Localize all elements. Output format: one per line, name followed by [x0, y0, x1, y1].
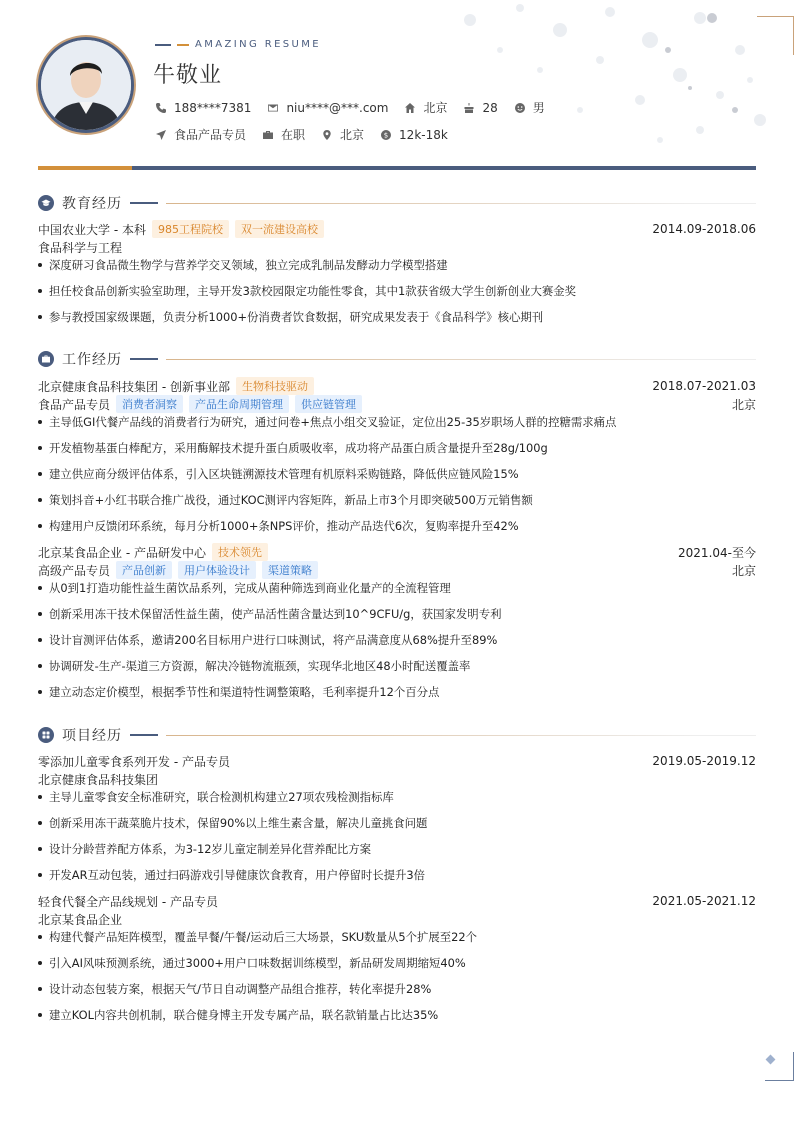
bullet-item: 主导低GI代餐产品线的消费者行为研究，通过问卷+焦点小组交叉验证，定位出25-35岁职场人群的控糖需求痛点: [38, 413, 756, 439]
salary-text: 12k-18k: [399, 127, 448, 142]
education-bullets: [38, 256, 756, 334]
project-company: 北京健康食品科技集团: [38, 772, 159, 787]
school-tag: 双一流建设高校: [235, 220, 324, 238]
status-text: 在职: [281, 128, 306, 142]
city-text: 北京: [423, 101, 448, 115]
work-location: 北京: [731, 397, 756, 412]
project-company: 北京某食品企业: [38, 912, 123, 927]
bullet-item: 参与教授国家级课题，负责分析1000+份消费者饮食数据，研究成果发表于《食品科学》核心期刊: [38, 308, 756, 334]
age-info: [463, 101, 497, 115]
section-education: [38, 193, 756, 213]
cake-icon: [463, 102, 475, 114]
age-text: 28: [482, 100, 498, 115]
phone-info: [155, 101, 251, 115]
tagline: [155, 39, 321, 50]
target-city-info: [321, 126, 364, 143]
profile-photo: [41, 40, 131, 130]
graduation-cap-icon: [38, 195, 54, 211]
job-role: 高级产品专员: [38, 563, 111, 578]
grid-icon: [38, 727, 54, 743]
send-icon: [155, 129, 167, 141]
bullet-item: 创新采用冻干蔬菜脆片技术，保留90%以上维生素含量，解决儿童挑食问题: [38, 814, 756, 840]
bullet-item: 建立供应商分级评估体系，引入区块链溯源技术管理有机原料采购链路，降低供应链风险15%: [38, 465, 756, 491]
briefcase-icon: [38, 351, 54, 367]
project-title: 轻食代餐全产品线规划 - 产品专员: [38, 894, 218, 909]
project-entry: [38, 752, 756, 892]
company-title: 北京健康食品科技集团 - 创新事业部: [38, 379, 230, 394]
bullet-item: 引入AI风味预测系统，通过3000+用户口味数据训练模型，新品研发周期缩短40%: [38, 954, 756, 980]
bullet-item: 创新采用冻干技术保留活性益生菌，使产品活性菌含量达到10^9CFU/g，获国家发明专利: [38, 605, 756, 631]
school-title: 中国农业大学 - 本科: [38, 222, 146, 237]
section-work: [38, 349, 756, 369]
gender-text: 男: [532, 101, 545, 115]
work-entry: [38, 543, 756, 709]
location-pin-icon: [321, 129, 333, 141]
work-bullets: [38, 579, 756, 709]
email-info: [267, 101, 388, 115]
bullet-item: 设计盲测评估体系，邀请200名目标用户进行口味测试，将产品满意度从68%提升至89%: [38, 631, 756, 657]
bullet-item: 建立动态定价模型，根据季节性和渠道特性调整策略，毛利率提升12个百分点: [38, 683, 756, 709]
corner-decoration-top: [757, 16, 794, 55]
candidate-name: 牛敬业: [153, 63, 223, 88]
job-intent-row: [155, 126, 464, 143]
education-entry: [38, 220, 756, 334]
phone-text: 188****7381: [174, 100, 252, 115]
position-info: [155, 126, 246, 143]
role-tag: 消费者洞察: [116, 395, 183, 413]
company-tag: 技术领先: [212, 543, 268, 561]
bullet-item: 主导儿童零食安全标准研究，联合检测机构建立27项农残检测指标库: [38, 788, 756, 814]
salary-info: [380, 128, 448, 142]
bullet-item: 构建用户反馈闭环系统，每月分析1000+条NPS评价，推动产品迭代6次，复购率提升至42%: [38, 517, 756, 543]
email-text: niu****@***.com: [286, 100, 389, 115]
city-info: [404, 99, 447, 116]
role-tag: 产品创新: [116, 561, 172, 579]
bullet-item: 建立KOL内容共创机制，联合健身博主开发专属产品，联名款销量占比达35%: [38, 1006, 756, 1032]
gender-info: [514, 99, 545, 116]
work-date: 2018.07-2021.03: [652, 379, 756, 393]
major: 食品科学与工程: [38, 240, 123, 255]
avatar: [38, 37, 134, 133]
bullet-item: 深度研习食品微生物学与营养学交叉领域，独立完成乳制品发酵动力学模型搭建: [38, 256, 756, 282]
home-icon: [404, 102, 416, 114]
section-project: [38, 725, 756, 745]
bullet-item: 从0到1打造功能性益生菌饮品系列，完成从菌种筛选到商业化量产的全流程管理: [38, 579, 756, 605]
role-tag: 产品生命周期管理: [189, 395, 289, 413]
money-icon: [380, 129, 392, 141]
school-tag: 985工程院校: [152, 220, 229, 238]
role-tag: 用户体验设计: [178, 561, 256, 579]
bullet-item: 担任校食品创新实验室助理，主导开发3款校园限定功能性零食，其中1款获省级大学生创新创业大赛金奖: [38, 282, 756, 308]
project-bullets: [38, 928, 756, 1032]
tagline-text: AMAZING RESUME: [195, 39, 321, 50]
project-date: 2021.05-2021.12: [652, 894, 756, 908]
bullet-item: 开发AR互动包装，通过扫码游戏引导健康饮食教育，用户停留时长提升3倍: [38, 866, 756, 892]
corner-decoration-bottom: [765, 1052, 794, 1081]
project-entry: [38, 892, 756, 1032]
bullet-item: 开发植物基蛋白棒配方，采用酶解技术提升蛋白质吸收率，成功将产品蛋白质含量提升至28g/100g: [38, 439, 756, 465]
company-title: 北京某食品企业 - 产品研发中心: [38, 545, 206, 560]
work-date: 2021.04-至今: [678, 545, 756, 560]
job-role: 食品产品专员: [38, 397, 111, 412]
role-tag: 渠道策略: [262, 561, 318, 579]
work-location: 北京: [731, 563, 756, 578]
section-title-education: 教育经历: [62, 196, 122, 212]
company-tag: 生物科技驱动: [236, 377, 314, 395]
section-title-project: 项目经历: [62, 728, 122, 744]
email-icon: [267, 102, 279, 114]
briefcase-icon: [262, 129, 274, 141]
header-divider: [38, 166, 756, 170]
section-title-work: 工作经历: [62, 352, 122, 368]
bullet-item: 策划抖音+小红书联合推广战役，通过KOC测评内容矩阵，新品上市3个月即突破500万元销售额: [38, 491, 756, 517]
phone-icon: [155, 102, 167, 114]
target-city-text: 北京: [340, 128, 365, 142]
project-date: 2019.05-2019.12: [652, 754, 756, 768]
bullet-item: 设计分龄营养配方体系，为3-12岁儿童定制差异化营养配比方案: [38, 840, 756, 866]
contact-row: [155, 99, 561, 116]
bullet-item: 设计动态包装方案，根据天气/节日自动调整产品组合推荐，转化率提升28%: [38, 980, 756, 1006]
status-info: [262, 126, 305, 143]
work-bullets: [38, 413, 756, 543]
smile-icon: [514, 102, 526, 114]
svg-text:$: $: [383, 131, 389, 140]
work-entry: [38, 377, 756, 543]
project-title: 零添加儿童零食系列开发 - 产品专员: [38, 754, 230, 769]
bullet-item: 构建代餐产品矩阵模型，覆盖早餐/午餐/运动后三大场景，SKU数量从5个扩展至22个: [38, 928, 756, 954]
education-date: 2014.09-2018.06: [652, 222, 756, 236]
bullet-item: 协调研发-生产-渠道三方资源，解决冷链物流瓶颈，实现华北地区48小时配送覆盖率: [38, 657, 756, 683]
project-bullets: [38, 788, 756, 892]
position-text: 食品产品专员: [174, 128, 247, 142]
role-tag: 供应链管理: [295, 395, 362, 413]
